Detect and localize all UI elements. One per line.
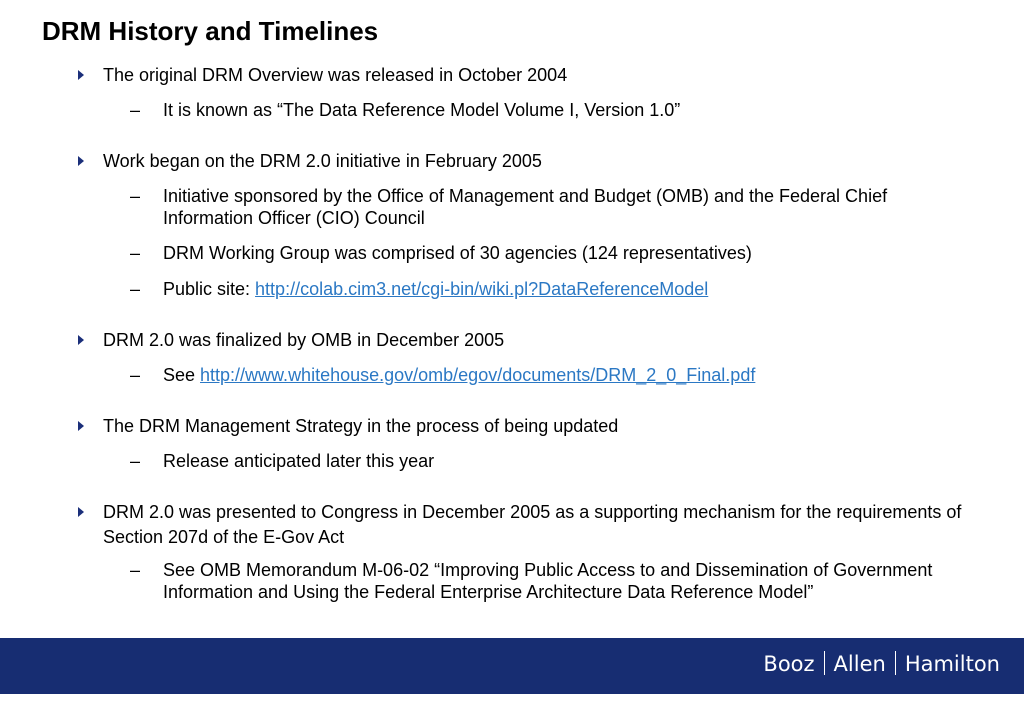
dash-marker: – bbox=[130, 279, 141, 299]
sub-bullet-text bbox=[163, 364, 978, 386]
link-prefix: See bbox=[163, 365, 201, 385]
bullet-text: The DRM Management Strategy in the process of being updated bbox=[103, 416, 619, 436]
triangle-bullet-icon bbox=[78, 507, 84, 517]
dash-marker: – bbox=[130, 560, 141, 580]
sub-bullet-text: See OMB Memorandum M-06-02 “Improving Public Access to and Dissemination of Government Information and Using the Federal Enterprise Architecture Data Reference Model” bbox=[163, 560, 933, 602]
logo-divider bbox=[895, 651, 896, 675]
public-site-link[interactable]: http://colab.cim3.net/cgi-bin/wiki.pl?DataReferenceModel bbox=[255, 279, 709, 299]
bullet-text: DRM 2.0 was presented to Congress in December 2005 as a supporting mechanism for the requirements of Section 207d of the E-Gov Act bbox=[103, 502, 962, 547]
sub-bullet-text: DRM Working Group was comprised of 30 agencies (124 representatives) bbox=[163, 243, 752, 263]
triangle-bullet-icon bbox=[78, 70, 84, 80]
slide-title: DRM History and Timelines bbox=[42, 16, 379, 46]
logo-word: Hamilton bbox=[904, 652, 1000, 676]
dash-marker: – bbox=[130, 100, 141, 120]
drm-final-pdf-link[interactable]: http://www.whitehouse.gov/omb/egov/documents/DRM_2_0_Final.pdf bbox=[200, 365, 756, 385]
dash-marker: – bbox=[130, 186, 141, 206]
logo-word: Booz bbox=[763, 652, 815, 676]
triangle-bullet-icon bbox=[78, 335, 84, 345]
sub-bullet-text bbox=[163, 278, 978, 300]
link-prefix: Public site: bbox=[163, 279, 256, 299]
dash-marker: – bbox=[130, 365, 141, 385]
logo-word: Allen bbox=[833, 652, 886, 676]
triangle-bullet-icon bbox=[78, 156, 84, 166]
sub-bullet-text: Initiative sponsored by the Office of Management and Budget (OMB) and the Federal Chief Information Officer (CIO) Council bbox=[163, 186, 888, 228]
bullet-text: Work began on the DRM 2.0 initiative in February 2005 bbox=[103, 151, 542, 171]
company-logo bbox=[763, 651, 1000, 676]
footer-bar bbox=[0, 638, 1024, 694]
sub-bullet-text: It is known as “The Data Reference Model Volume I, Version 1.0” bbox=[163, 100, 681, 120]
triangle-bullet-icon bbox=[78, 421, 84, 431]
dash-marker: – bbox=[130, 243, 141, 263]
dash-marker: – bbox=[130, 451, 141, 471]
logo-divider bbox=[824, 651, 825, 675]
bullet-text: DRM 2.0 was finalized by OMB in December 2005 bbox=[103, 330, 505, 350]
bullet-text: The original DRM Overview was released in October 2004 bbox=[103, 65, 568, 85]
sub-bullet-text: Release anticipated later this year bbox=[163, 451, 435, 471]
